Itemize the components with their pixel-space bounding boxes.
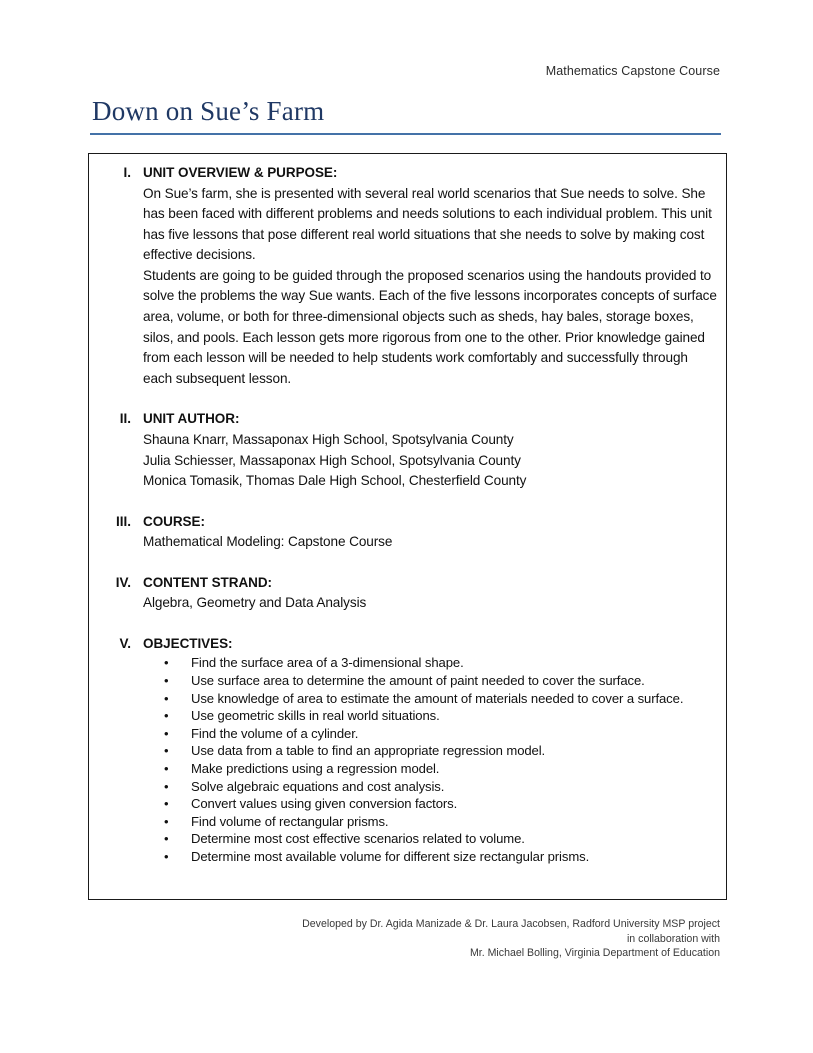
list-item-label: Find the volume of a cylinder.	[191, 725, 359, 741]
list-item	[143, 795, 718, 813]
section-spacer	[99, 389, 718, 409]
footer-line: Developed by Dr. Agida Manizade & Dr. Laura Jacobsen, Radford University MSP project	[302, 918, 720, 930]
section-numeral: II.	[119, 411, 131, 427]
title-underline-rule	[90, 133, 721, 135]
section-heading: COURSE:	[143, 513, 205, 529]
section-spacer	[99, 614, 718, 634]
overview-paragraph-1: On Sue’s farm, she is presented with several real world scenarios that Sue needs to solve. She has been faced with different problems and needs solutions to each individual problem. This unit has five lessons that pose different real world situations that she needs to solve by making cost effective decisions.	[143, 185, 712, 263]
list-item-label: Make predictions using a regression model.	[191, 760, 440, 776]
bullet-icon: •	[164, 690, 169, 706]
author-line: Julia Schiesser, Massaponax High School, Spotsylvania County	[143, 452, 521, 468]
section-body	[143, 573, 718, 614]
list-item-label: Find the surface area of a 3-dimensional shape.	[191, 655, 464, 671]
objectives-list	[143, 654, 718, 865]
bullet-icon: •	[164, 673, 169, 688]
list-item-label: Use surface area to determine the amount of paint needed to cover the surface.	[191, 673, 645, 688]
section-body	[143, 512, 718, 553]
list-item	[143, 672, 718, 690]
content-box-inner	[89, 154, 726, 866]
content-box	[88, 153, 727, 900]
section-spacer	[99, 492, 718, 512]
course-line: Mathematical Modeling: Capstone Course	[143, 534, 393, 550]
list-item-label: Determine most cost effective scenarios related to volume.	[191, 831, 525, 847]
section-numeral: IV.	[115, 574, 131, 590]
bullet-icon: •	[164, 743, 169, 759]
list-item	[143, 654, 718, 672]
list-item-label: Use data from a table to find an appropriate regression model.	[191, 743, 546, 759]
section-course	[99, 512, 718, 553]
author-line: Shauna Knarr, Massaponax High School, Spotsylvania County	[143, 431, 514, 447]
list-item	[143, 760, 718, 778]
section-spacer	[99, 553, 718, 573]
bullet-icon: •	[164, 725, 169, 741]
bullet-icon: •	[164, 655, 169, 671]
section-body	[143, 634, 718, 866]
section-numeral: III.	[115, 513, 131, 529]
section-body	[143, 163, 718, 389]
list-item	[143, 848, 718, 866]
list-item-label: Determine most available volume for different size rectangular prisms.	[191, 848, 590, 864]
list-item	[143, 690, 718, 708]
bullet-icon: •	[164, 796, 169, 812]
bullet-icon: •	[164, 848, 169, 864]
section-body	[143, 409, 718, 491]
bullet-icon: •	[164, 813, 169, 829]
list-item	[143, 778, 718, 796]
section-unit-author	[99, 409, 718, 491]
section-unit-overview	[99, 163, 718, 389]
bullet-icon: •	[164, 708, 169, 724]
list-item	[143, 830, 718, 848]
section-heading: CONTENT STRAND:	[143, 574, 272, 590]
content-strand-line: Algebra, Geometry and Data Analysis	[143, 595, 367, 611]
section-heading: UNIT AUTHOR:	[143, 411, 240, 427]
bullet-icon: •	[164, 778, 169, 794]
list-item-label: Use geometric skills in real world situations.	[191, 708, 440, 724]
page-title: Down on Sue’s Farm	[92, 96, 325, 126]
section-numeral: I.	[123, 165, 131, 180]
section-content-strand	[99, 573, 718, 614]
list-item	[143, 742, 718, 760]
footer-line: Mr. Michael Bolling, Virginia Department of Education	[469, 947, 720, 960]
section-numeral: V.	[119, 635, 131, 651]
list-item	[143, 707, 718, 725]
section-heading: OBJECTIVES:	[143, 635, 233, 651]
bullet-icon: •	[164, 831, 169, 847]
section-heading: UNIT OVERVIEW & PURPOSE:	[143, 165, 338, 180]
list-item-label: Solve algebraic equations and cost analysis.	[191, 778, 445, 794]
bullet-icon: •	[164, 760, 169, 776]
list-item	[143, 725, 718, 743]
footer-line: in collaboration with	[626, 932, 720, 945]
list-item-label: Convert values using given conversion factors.	[191, 796, 458, 812]
list-item-label: Find volume of rectangular prisms.	[191, 813, 389, 829]
author-line: Monica Tomasik, Thomas Dale High School, Chesterfield County	[143, 473, 527, 489]
overview-paragraph-2: Students are going to be guided through the proposed scenarios using the handouts provided to solve the problems the way Sue wants. Each of the five lessons incorporates concepts of surface area, volume, or both for three-dimensional objects such as sheds, hay bales, storage boxes, silos, and pools. Each lesson gets more rigorous from one to the other. Prior knowledge gained from each lesson will be needed to help students work comfortably and successfully through each subsequent lesson.	[143, 267, 717, 386]
list-item	[143, 813, 718, 831]
running-header: Mathematics Capstone Course	[545, 64, 720, 78]
section-objectives	[99, 634, 718, 866]
document-footer	[88, 917, 720, 961]
list-item-label: Use knowledge of area to estimate the amount of materials needed to cover a surface.	[191, 690, 684, 706]
